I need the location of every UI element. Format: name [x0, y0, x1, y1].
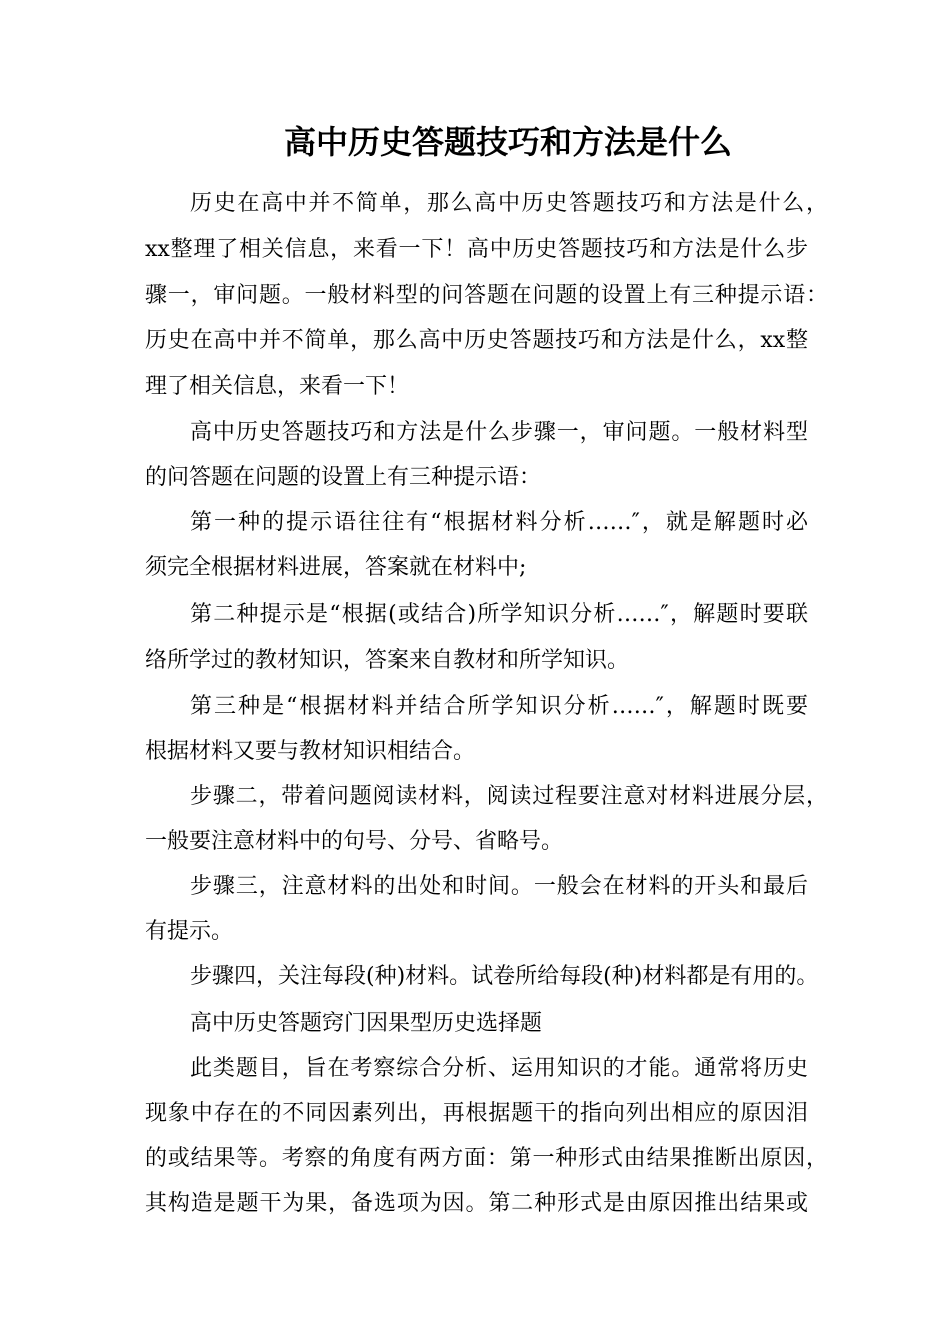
paragraph-1-line-4: 历史在高中并不简单，那么高中历史答题技巧和方法是什么，xx整: [145, 328, 808, 353]
paragraph-7-line-2: 有提示。: [145, 919, 234, 944]
paragraph-4-line-1: 第二种提示是“根据(或结合)所学知识分析……″，解题时要联: [190, 602, 808, 627]
paragraph-10-line-4: 其构造是题干为果，备选项为因。第二种形式是由原因推出结果或: [145, 1191, 808, 1216]
paragraph-3-line-1: 第一种的提示语往往有“根据材料分析……″，就是解题时必: [190, 510, 808, 535]
section-subheading: 高中历史答题窍门因果型历史选择题: [190, 1011, 543, 1036]
paragraph-10-line-1: 此类题目，旨在考察综合分析、运用知识的才能。通常将历史: [190, 1056, 808, 1081]
paragraph-2-line-1: 高中历史答题技巧和方法是什么步骤一，审问题。一般材料型: [190, 420, 808, 445]
paragraph-1-line-2: xx整理了相关信息，来看一下！高中历史答题技巧和方法是什么步: [145, 237, 808, 262]
paragraph-3-line-2: 须完全根据材料进展，答案就在材料中;: [145, 555, 527, 580]
document-title: 高中历史答题技巧和方法是什么: [283, 123, 732, 161]
paragraph-1-line-5: 理了相关信息，来看一下！: [145, 374, 410, 399]
paragraph-4-line-2: 络所学过的教材知识，答案来自教材和所学知识。: [145, 648, 630, 673]
paragraph-7-line-1: 步骤三，注意材料的出处和时间。一般会在材料的开头和最后: [190, 874, 808, 899]
paragraph-2-line-2: 的问答题在问题的设置上有三种提示语：: [145, 465, 542, 490]
paragraph-10-line-3: 的或结果等。考察的角度有两方面：第一种形式由结果推断出原因，: [145, 1146, 828, 1171]
paragraph-6-line-1: 步骤二，带着问题阅读材料，阅读过程要注意对材料进展分层，: [190, 784, 828, 809]
paragraph-5-line-1: 第三种是“根据材料并结合所学知识分析……″，解题时既要: [190, 694, 808, 719]
paragraph-10-line-2: 现象中存在的不同因素列出，再根据题干的指向列出相应的原因泪: [145, 1101, 808, 1126]
paragraph-5-line-2: 根据材料又要与教材知识相结合。: [145, 739, 476, 764]
paragraph-1-line-3: 骤一，审问题。一般材料型的问答题在问题的设置上有三种提示语：: [145, 283, 828, 308]
paragraph-1-line-1: 历史在高中并不简单，那么高中历史答题技巧和方法是什么，: [190, 191, 828, 216]
paragraph-8-line-1: 步骤四，关注每段(种)材料。试卷所给每段(种)材料都是有用的。: [190, 964, 819, 989]
paragraph-6-line-2: 一般要注意材料中的句号、分号、省略号。: [145, 829, 564, 854]
